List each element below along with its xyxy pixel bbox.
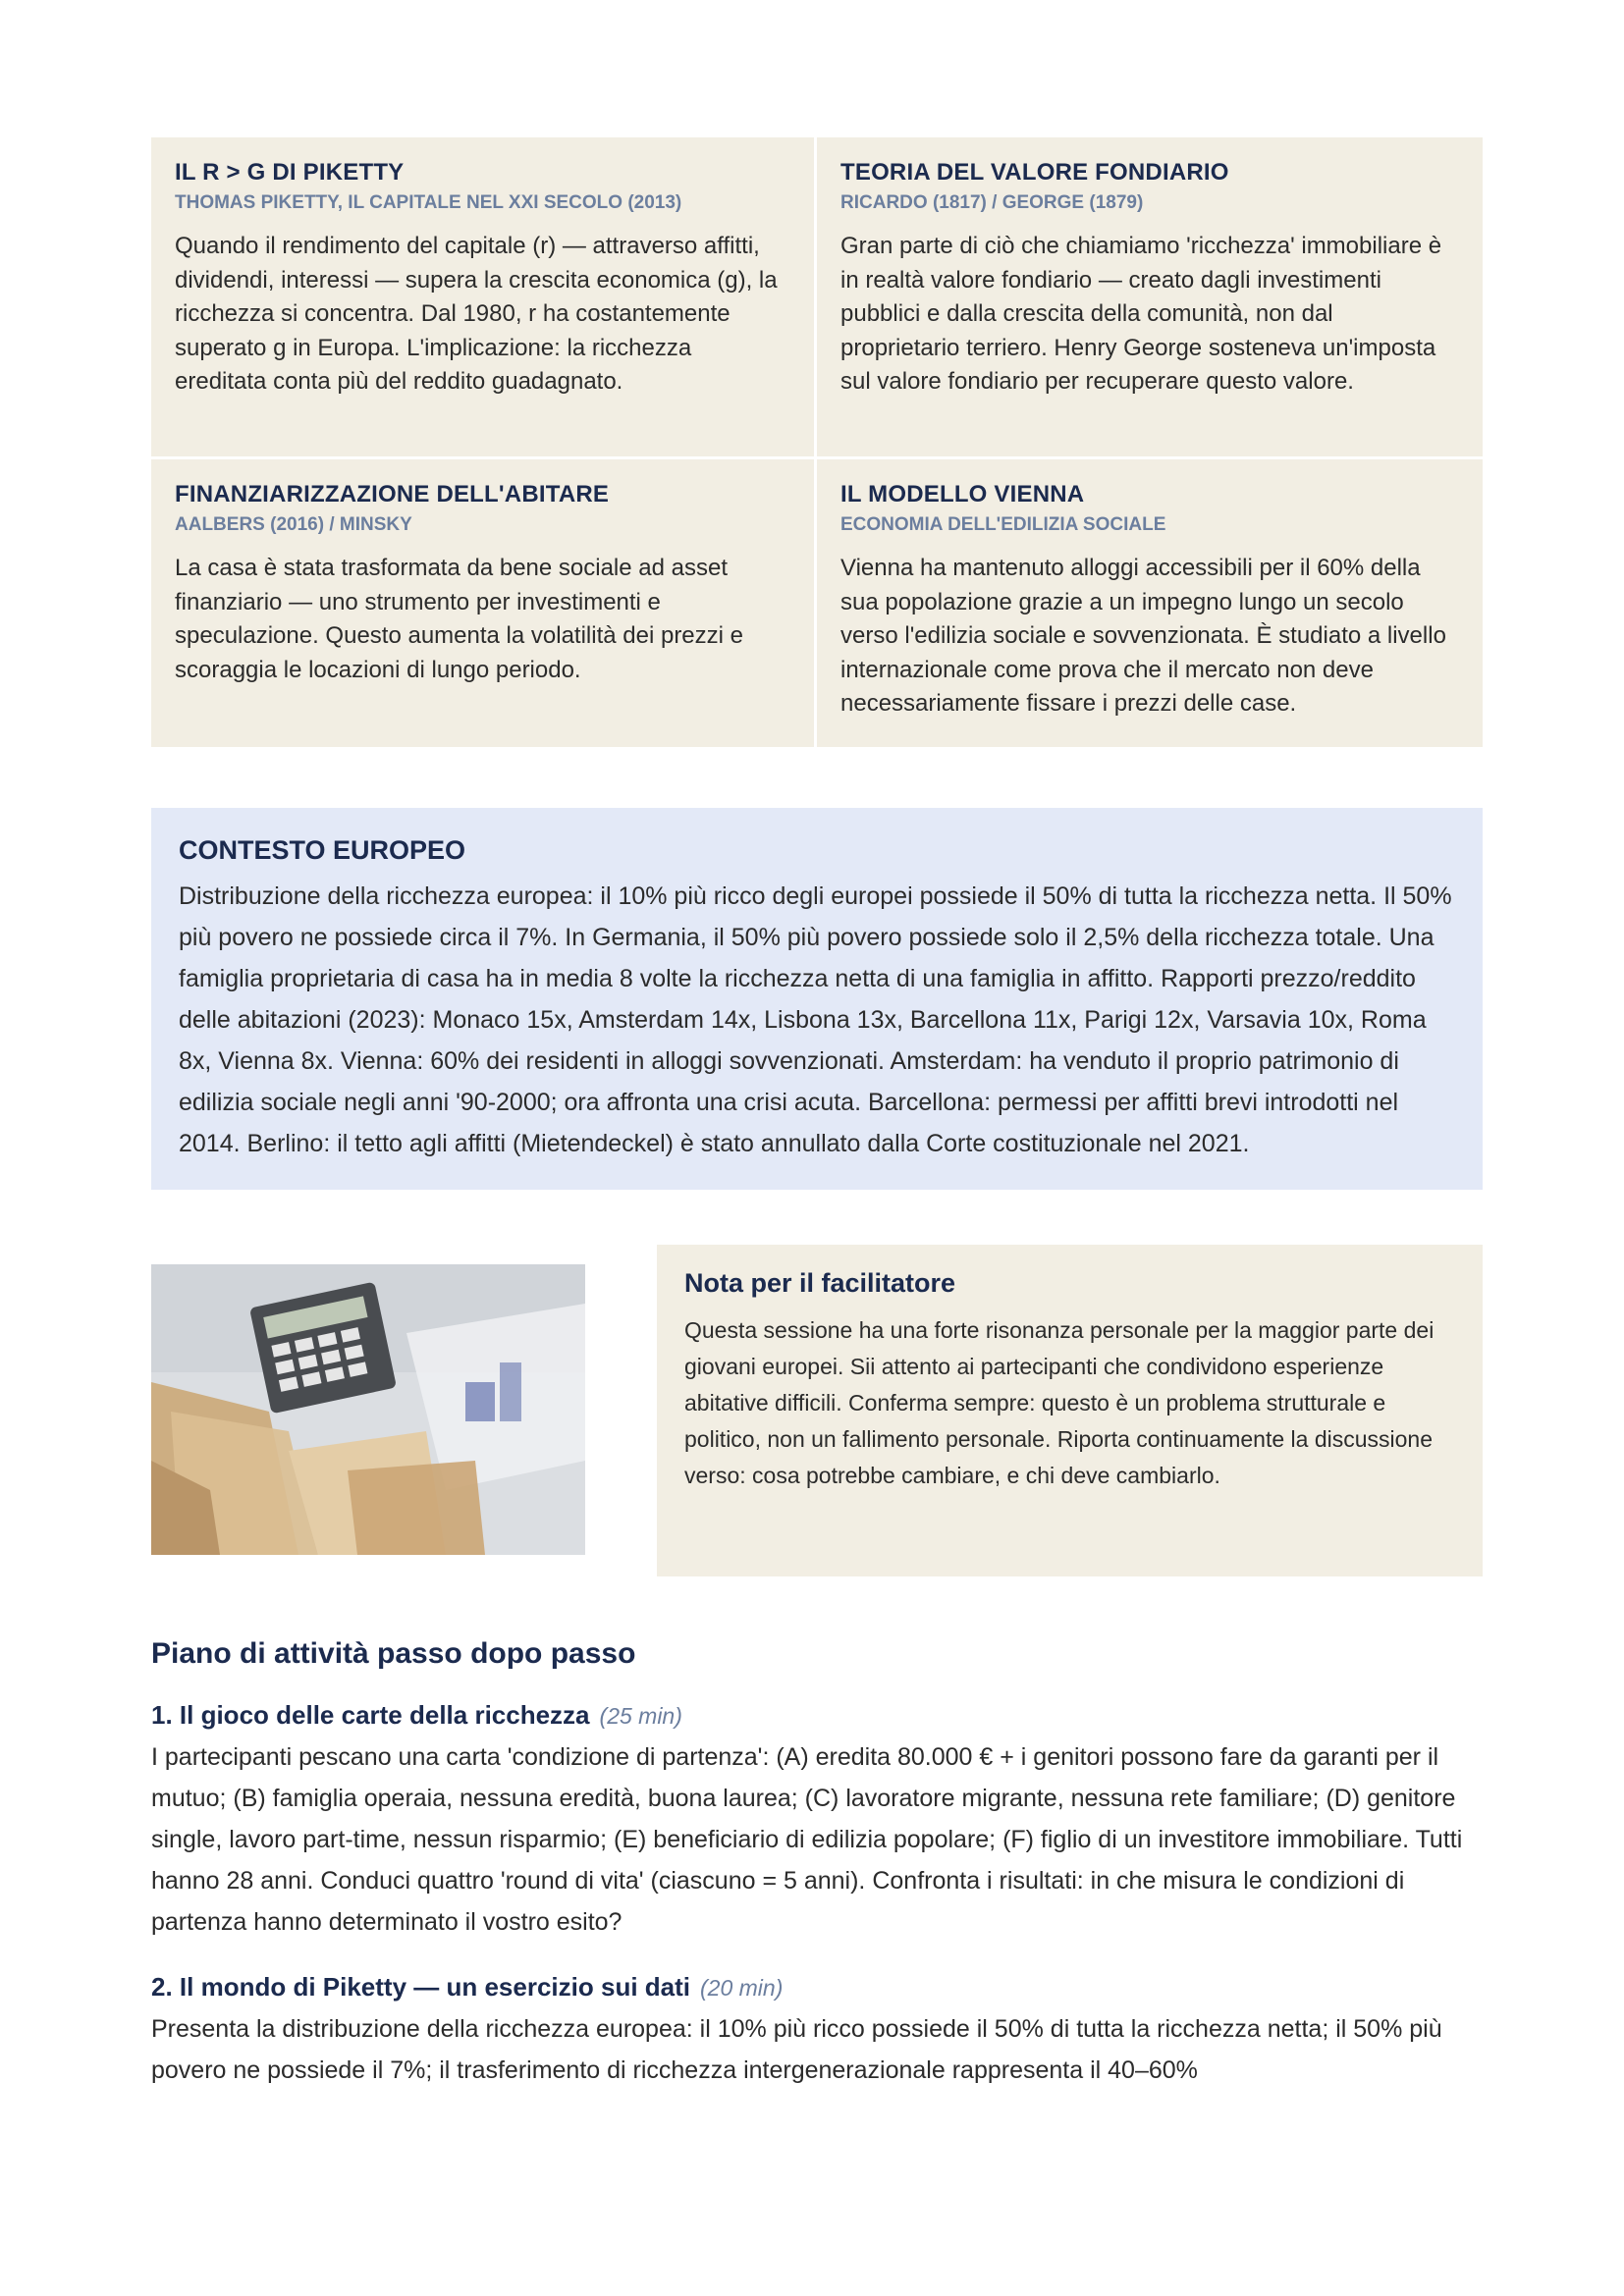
theory-card-vienna (817, 459, 1483, 747)
money-calculator-photo (151, 1264, 585, 1555)
activity-step-1 (151, 1700, 1483, 1943)
theory-source: RICARDO (1817) / GEORGE (1879) (840, 192, 1144, 213)
theory-source: THOMAS PIKETTY, IL CAPITALE NEL XXI SECOLO (2013) (175, 192, 682, 213)
theory-grid (151, 137, 1483, 747)
theory-text: Vienna ha mantenuto alloggi accessibili per il 60% della sua popolazione grazie a un impegno lungo un secolo verso l'edilizia sociale e sovvenzionata. È studiato a livello internazionale come prova che il mercato non deve necessariamente fissare i prezzi delle case. (840, 555, 1446, 717)
step-text: I partecipanti pescano una carta 'condizione di partenza': (A) eredita 80.000 € + i genitori possono fare da garanti per il mutuo; (B) famiglia operaia, nessuna eredità, buona laurea; (C) lavoratore migrante, nessuna rete familiare; (D) genitore single, lavoro part-time, nessun risparmio; (E) beneficiario di edilizia popolare; (F) figlio di un investitore immobiliare. Tutti hanno 28 anni. Conduci quattro 'round di vita' (ciascuno = 5 anni). Confronta i risultati: in che misura le condizioni di partenza hanno determinato il vostro esito? (151, 1743, 1463, 1936)
context-text: Distribuzione della ricchezza europea: il 10% più ricco degli europei possiede il 50% di tutta la ricchezza netta. Il 50% più povero ne possiede circa il 7%. In Germania, il 50% più povero possiede solo il 2,5% della ricchezza totale. Una famiglia proprietaria di casa ha in media 8 volte la ricchezza netta di una famiglia in affitto. Rapporti prezzo/reddito delle abitazioni (2023): Monaco 15x, Amsterdam 14x, Lisbona 13x, Barcellona 11x, Parigi 12x, Varsavia 10x, Roma 8x, Vienna 8x. Vienna: 60% dei residenti in alloggi sovvenzionati. Amsterdam: ha venduto il proprio patrimonio di edilizia sociale negli anni '90-2000; ora affronta una crisi acuta. Barcellona: permessi per affitti brevi introdotti nel 2014. Berlino: il tetto agli affitti (Mietendeckel) è stato annullato dalla Corte costituzionale nel 2021. (179, 882, 1452, 1157)
theory-text: La casa è stata trasformata da bene sociale ad asset finanziario — uno strumento per investimenti e speculazione. Questo aumenta la volatilità dei prezzi e scoraggia le locazioni di lungo periodo. (175, 555, 743, 683)
theory-title: TEORIA DEL VALORE FONDIARIO (840, 159, 1229, 186)
step-heading (151, 1700, 1483, 1731)
theory-title: IL R > G DI PIKETTY (175, 159, 405, 186)
activity-step-2 (151, 1972, 1483, 2091)
theory-text: Gran parte di ciò che chiamiamo 'ricchezza' immobiliare è in realtà valore fondiario — creato dagli investimenti pubblici e dalla crescita della comunità, non dal proprietario terriero. Henry George sosteneva un'imposta sul valore fondiario per recuperare questo valore. (840, 233, 1442, 395)
theory-card-piketty (151, 137, 817, 459)
step-heading (151, 1972, 1483, 2002)
theory-card-land-value (817, 137, 1483, 459)
facilitator-note (657, 1245, 1483, 1576)
theory-card-financialization (151, 459, 817, 747)
step-duration: (20 min) (700, 1975, 784, 2001)
activity-plan-title: Piano di attività passo dopo passo (151, 1637, 636, 1670)
step-text: Presenta la distribuzione della ricchezza europea: il 10% più ricco possiede il 50% di tutta la ricchezza netta; il 50% più povero ne possiede il 7%; il trasferimento di ricchezza intergenerazionale rappresenta il 40–60% (151, 2015, 1442, 2084)
theory-source: AALBERS (2016) / MINSKY (175, 514, 412, 535)
theory-source: ECONOMIA DELL'EDILIZIA SOCIALE (840, 514, 1166, 535)
theory-title: IL MODELLO VIENNA (840, 481, 1085, 507)
facilitator-row (151, 1245, 1483, 1576)
theory-title: FINANZIARIZZAZIONE DELL'ABITARE (175, 481, 610, 507)
facilitator-note-text: Questa sessione ha una forte risonanza personale per la maggior parte dei giovani europei. Sii attento ai partecipanti che condividono esperienze abitative difficili. Conferma sempre: questo è un problema strutturale e politico, non un fallimento personale. Riporta continuamente la discussione verso: cosa potrebbe cambiare, e chi deve cambiarlo. (684, 1317, 1435, 1488)
page-content (151, 137, 1483, 2091)
context-title: CONTESTO EUROPEO (179, 835, 466, 865)
step-duration: (25 min) (599, 1703, 682, 1729)
european-context-box (151, 808, 1483, 1190)
theory-text: Quando il rendimento del capitale (r) — attraverso affitti, dividendi, interessi — supera la crescita economica (g), la ricchezza si concentra. Dal 1980, r ha costantemente superato g in Europa. L'implicazione: la ricchezza ereditata conta più del reddito guadagnato. (175, 233, 778, 395)
facilitator-note-title: Nota per il facilitatore (684, 1268, 956, 1298)
step-heading-text: 1. Il gioco delle carte della ricchezza (151, 1700, 590, 1730)
step-heading-text: 2. Il mondo di Piketty — un esercizio sui dati (151, 1972, 690, 2002)
